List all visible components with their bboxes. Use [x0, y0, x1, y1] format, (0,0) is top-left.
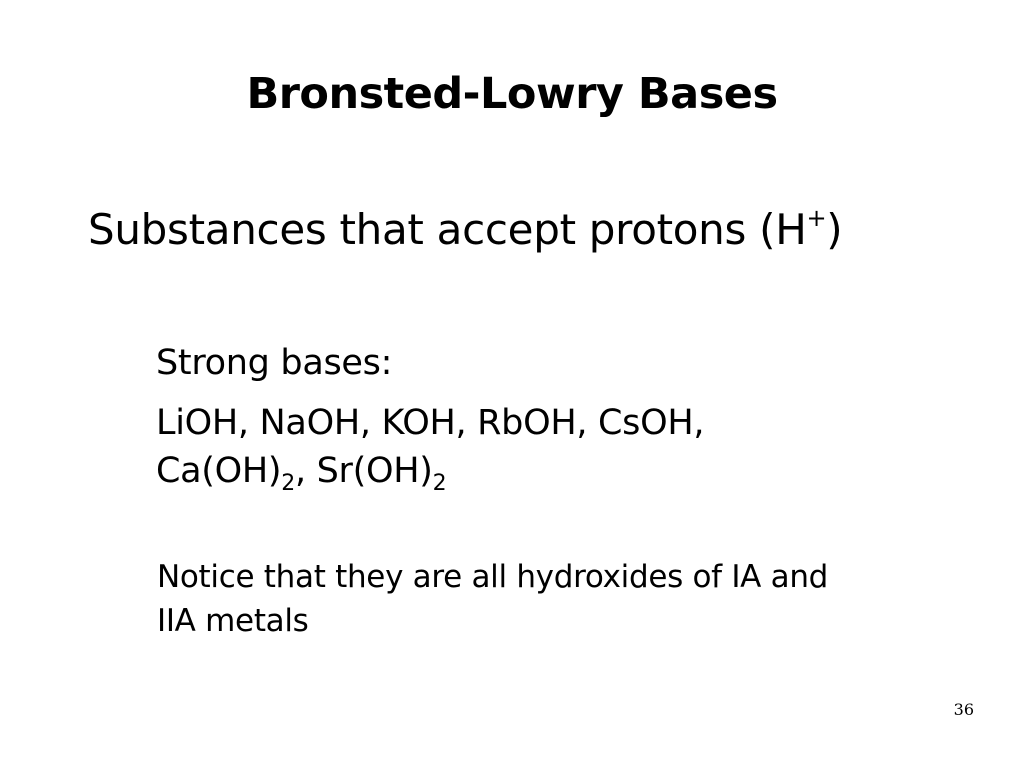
notice-line-2: IIA metals: [157, 603, 309, 639]
main-point: [88, 202, 842, 258]
main-point-close-paren: ): [826, 205, 843, 254]
strong-bases-label: Strong bases:: [156, 343, 393, 383]
strontium-hydroxide-base: Sr(OH): [316, 451, 433, 491]
strong-bases-list-line-1: LiOH, NaOH, KOH, RbOH, CsOH,: [156, 403, 705, 443]
main-point-text: Substances that accept protons (H: [88, 205, 807, 254]
strontium-hydroxide-subscript: 2: [432, 471, 447, 496]
notice-line-1: Notice that they are all hydroxides of IA and: [157, 559, 829, 595]
bases-separator: ,: [294, 451, 317, 491]
page-number: 36: [953, 700, 974, 719]
proton-charge-superscript: +: [806, 204, 827, 232]
strong-bases-list-line-2: [156, 448, 446, 494]
calcium-hydroxide-base: Ca(OH): [156, 451, 282, 491]
calcium-hydroxide-subscript: 2: [281, 471, 295, 496]
slide-title: Bronsted-Lowry Bases: [246, 69, 778, 119]
